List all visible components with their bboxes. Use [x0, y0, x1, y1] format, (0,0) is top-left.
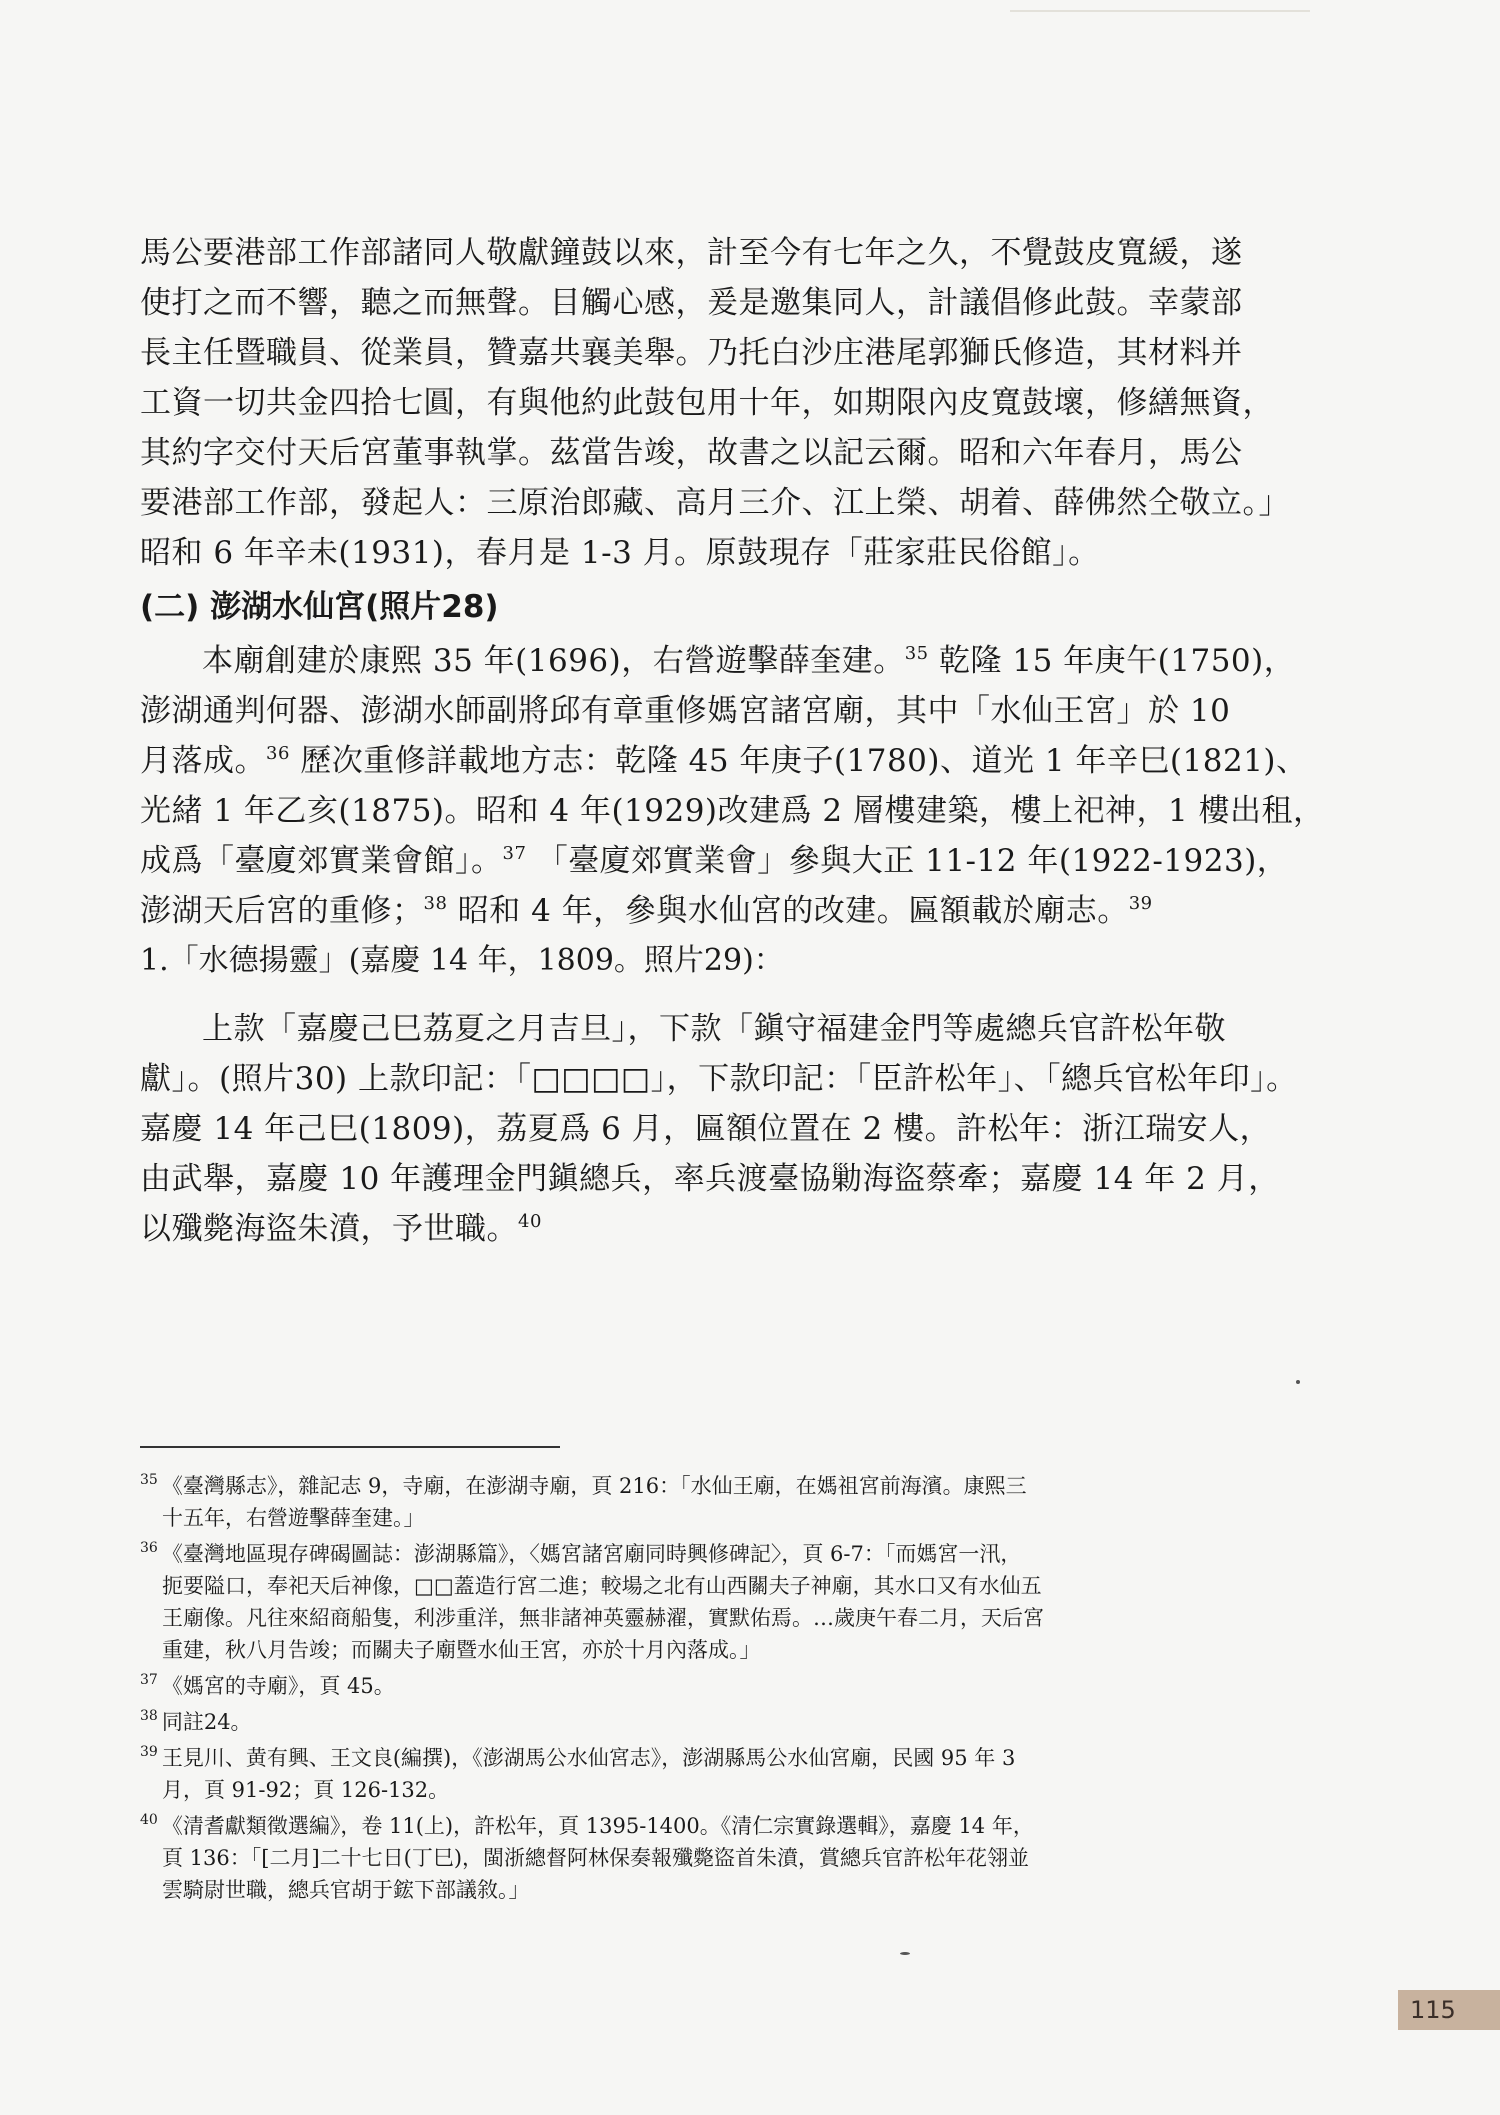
- text-run: 歷次重修詳載地方志：乾隆 45 年庚子(1780)、道光 1 年辛巳(1821)、: [289, 743, 1308, 779]
- text-run: 成爲「臺廈郊實業會館」。: [140, 843, 503, 879]
- list-item-heading: 1.「水德揚靈」(嘉慶 14 年，1809。照片29)：: [140, 943, 784, 978]
- footnote-text: 《媽宮的寺廟》，頁 45。: [161, 1674, 395, 1698]
- footnote-line: 雲騎尉世職，總兵官胡于鋐下部議敘。」: [162, 1878, 530, 1902]
- footnote-line: [140, 1670, 1260, 1702]
- footnote-line: 十五年，右營遊擊薛奎建。」: [162, 1506, 425, 1530]
- footnote: [140, 1670, 1260, 1702]
- text-run: 本廟創建於康熙 35 年(1696)，右營遊擊薛奎建。: [202, 643, 905, 679]
- body-line: [140, 636, 1296, 686]
- footnote-line: 月，頁 91-92；頁 126-132。: [162, 1778, 450, 1802]
- footnote-line: [140, 1706, 1260, 1738]
- footnote-number: 37: [140, 1672, 158, 1688]
- footnote-text: 王見川、黄有興、王文良(編撰)，《澎湖馬公水仙宮志》，澎湖縣馬公水仙宮廟，民國 95 年 3: [161, 1746, 1016, 1770]
- body-line: 長主任暨職員、從業員，贊嘉共襄美舉。乃托白沙庄港尾郭獅氏修造，其材料并: [140, 335, 1243, 371]
- spacer: [140, 986, 1265, 1004]
- footnote-ref[interactable]: 40: [518, 1211, 542, 1232]
- body-line: 獻」。(照片30) 上款印記：「□□□□」，下款印記：「臣許松年」、「總兵官松年印」。: [140, 1061, 1298, 1097]
- footnote-line: 王廟像。凡往來紹商船隻，利涉重洋，無非諸神英靈赫濯，實默佑焉。…歲庚午春二月，天后宮: [162, 1606, 1044, 1630]
- footnotes: [140, 1470, 1260, 1910]
- scan-speck: [1296, 1380, 1300, 1384]
- footnote-number: 36: [140, 1540, 158, 1556]
- body-line: 由武舉，嘉慶 10 年護理金門鎭總兵，率兵渡臺協勦海盜蔡牽；嘉慶 14 年 2 月，: [140, 1161, 1280, 1197]
- footnote-ref[interactable]: 38: [423, 893, 448, 914]
- footnote-number: 40: [140, 1812, 158, 1828]
- body-line: 工資一切共金四拾七圓，有與他約此鼓包用十年，如期限內皮寬鼓壞，修繕無資，: [140, 385, 1274, 421]
- footnote-text: 《臺灣地區現存碑碣圖誌：澎湖縣篇》，〈媽宮諸宮廟同時興修碑記〉，頁 6-7：「而媽宮一汛，: [161, 1542, 1022, 1566]
- footnote-line: [140, 1810, 1260, 1842]
- body-text: [140, 228, 1325, 1254]
- footnote: [140, 1470, 1260, 1534]
- footnote-ref[interactable]: 35: [904, 643, 929, 664]
- body-line: [140, 1204, 1265, 1254]
- footnote-ref[interactable]: 39: [1128, 893, 1153, 914]
- footnote-line: 重建，秋八月告竣；而關夫子廟暨水仙王宮，亦於十月內落成。」: [162, 1638, 761, 1662]
- text-run: 以殲斃海盜朱濆，予世職。: [140, 1211, 518, 1247]
- footnote-line: [140, 1470, 1260, 1502]
- body-line: 光緒 1 年乙亥(1875)。昭和 4 年(1929)改建爲 2 層樓建築，樓上祀神，1 樓出租，: [140, 793, 1325, 829]
- text-run: 乾隆 15 年庚午(1750)，: [928, 643, 1296, 679]
- footnote-number: 39: [140, 1744, 158, 1760]
- footnote-line: 扼要隘口，奉祀天后神像，□□蓋造行宮二進；較場之北有山西關夫子神廟，其水口又有水仙五: [162, 1574, 1042, 1598]
- body-line: 馬公要港部工作部諸同人敬獻鐘鼓以來，計至今有七年之久，不覺鼓皮寬緩，遂: [140, 235, 1243, 271]
- body-line: [140, 836, 1289, 886]
- footnote: [140, 1742, 1260, 1806]
- top-edge-line: [1010, 0, 1310, 12]
- body-line: 使打之而不響，聽之而無聲。目觸心感，爰是邀集同人，計議倡修此鼓。幸蒙部: [140, 285, 1243, 321]
- footnote-number: 38: [140, 1708, 158, 1724]
- body-line: [140, 736, 1308, 786]
- footnote-line: [140, 1538, 1260, 1570]
- footnote-divider: [140, 1446, 560, 1448]
- body-line: 其約字交付天后宮董事執掌。茲當告竣，故書之以記云爾。昭和六年春月，馬公: [140, 435, 1243, 471]
- text-run: 澎湖天后宮的重修；: [140, 893, 424, 929]
- footnote-number: 35: [140, 1472, 158, 1488]
- scan-speck: [900, 1952, 910, 1955]
- footnote: [140, 1810, 1260, 1906]
- footnote-text: 同註24。: [161, 1710, 252, 1734]
- footnote-ref[interactable]: 37: [502, 843, 527, 864]
- section-heading: (二) 澎湖水仙宮(照片28): [140, 589, 499, 625]
- page-number: 115: [1398, 1990, 1500, 2030]
- body-line: 要港部工作部，發起人：三原治郎藏、高月三介、江上榮、胡着、薛佛然仝敬立。」: [140, 485, 1290, 521]
- body-line: 澎湖通判何器、澎湖水師副將邱有章重修媽宮諸宮廟，其中「水仙王宮」於 10: [140, 693, 1231, 729]
- footnote-ref[interactable]: 36: [266, 743, 290, 764]
- body-line: 上款「嘉慶己巳荔夏之月吉旦」，下款「鎭守福建金門等處總兵官許松年敬: [202, 1011, 1226, 1047]
- text-run: 月落成。: [140, 743, 266, 779]
- footnote: [140, 1706, 1260, 1738]
- body-line: 嘉慶 14 年己巳(1809)，荔夏爲 6 月，匾額位置在 2 樓。許松年：浙江瑞安人，: [140, 1111, 1272, 1147]
- footnote-line: [140, 1742, 1260, 1774]
- footnote: [140, 1538, 1260, 1666]
- footnote-line: 頁 136：「[二月]二十七日(丁巳)，閩浙總督阿林保奏報殲斃盜首朱濆，賞總兵官許松年花翎並: [162, 1846, 1030, 1870]
- footnote-text: 《清耆獻類徵選編》，卷 11(上)，許松年，頁 1395-1400。《清仁宗實錄選輯》，嘉慶 14 年，: [161, 1814, 1034, 1838]
- text-run: 昭和 4 年，參與水仙宮的改建。匾額載於廟志。: [447, 893, 1129, 929]
- body-line: 昭和 6 年辛未(1931)，春月是 1-3 月。原鼓現存「莊家莊民俗館」。: [140, 535, 1100, 571]
- footnote-text: 《臺灣縣志》，雜記志 9，寺廟，在澎湖寺廟，頁 216：「水仙王廟，在媽祖宮前海濱。康熙三: [161, 1474, 1027, 1498]
- body-line: [140, 886, 1265, 936]
- text-run: 「臺廈郊實業會」參與大正 11-12 年(1922-1923)，: [526, 843, 1289, 879]
